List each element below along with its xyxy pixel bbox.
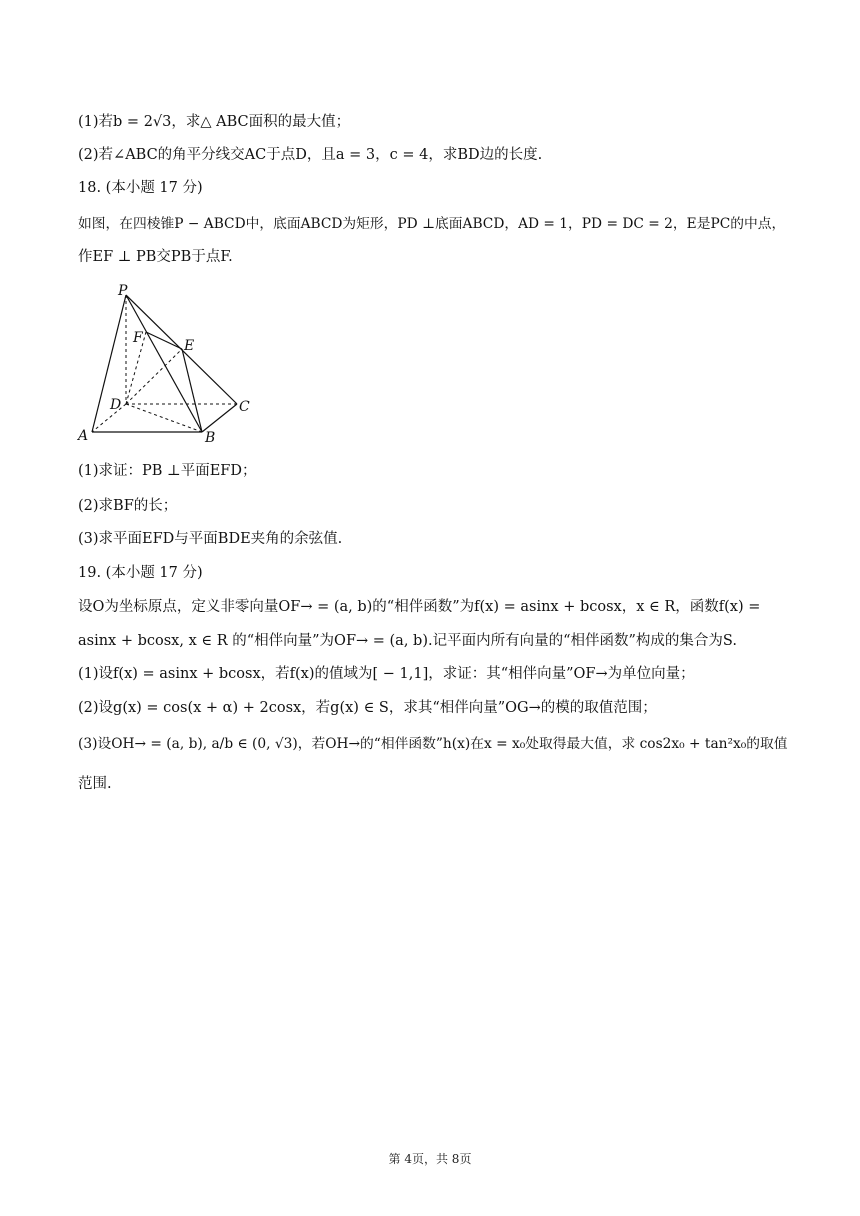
q19-part3-line1: (3)设OH→ = (a, b), a/b ∈ (0, √3)，若OH→的“相伴函数”h(x)在x = x₀处取得最大值，求 cos2x₀ + tan²x₀的取值 [78, 736, 788, 752]
q19-heading: 19. (本小题 17 分) [78, 565, 203, 581]
q18-part1: (1)求证：PB ⊥平面EFD； [78, 463, 257, 479]
q18-part3: (3)求平面EFD与平面BDE夹角的余弦值. [78, 531, 343, 547]
q18-stem-line1: 如图，在四棱锥P − ABCD中，底面ABCD为矩形，PD ⊥底面ABCD，AD = 1，PD = DC = 2，E是PC的中点， [78, 216, 786, 232]
q19-stem-line1: 设O为坐标原点，定义非零向量OF→ = (a, b)的“相伴函数”为f(x) = asinx + bcosx，x ∈ R，函数f(x) = [78, 599, 761, 615]
page-footer: 第 4页，共 8页 [388, 1152, 472, 1166]
q18-heading: 18. (本小题 17 分) [78, 180, 203, 196]
vertex-label-e: E [184, 338, 195, 354]
q19-part1: (1)设f(x) = asinx + bcosx，若f(x)的值域为[ − 1,1]，求证：其“相伴向量”OF→为单位向量； [78, 666, 695, 682]
vertex-label-a: A [78, 428, 89, 444]
pyramid-figure [74, 280, 264, 448]
q17-part1: (1)若b = 2√3，求△ ABC面积的最大值； [78, 114, 351, 130]
q19-stem-line2: asinx + bcosx, x ∈ R 的“相伴向量”为OF→ = (a, b).记平面内所有向量的“相伴函数”构成的集合为S. [78, 633, 737, 649]
vertex-label-b: B [205, 430, 216, 446]
q19-part2: (2)设g(x) = cos(x + α) + 2cosx，若g(x) ∈ S，求其“相伴向量”OG→的模的取值范围； [78, 700, 657, 716]
q18-stem-line2: 作EF ⊥ PB交PB于点F. [78, 249, 233, 265]
q17-part2: (2)若∠ABC的角平分线交AC于点D，且a = 3，c = 4，求BD边的长度. [78, 147, 543, 163]
q18-part2: (2)求BF的长； [78, 498, 178, 514]
vertex-label-f: F [133, 330, 143, 346]
vertex-label-d: D [110, 397, 122, 413]
q19-part3-line2: 范围. [78, 776, 112, 792]
vertex-label-c: C [239, 399, 250, 415]
vertex-label-p: P [118, 283, 128, 299]
